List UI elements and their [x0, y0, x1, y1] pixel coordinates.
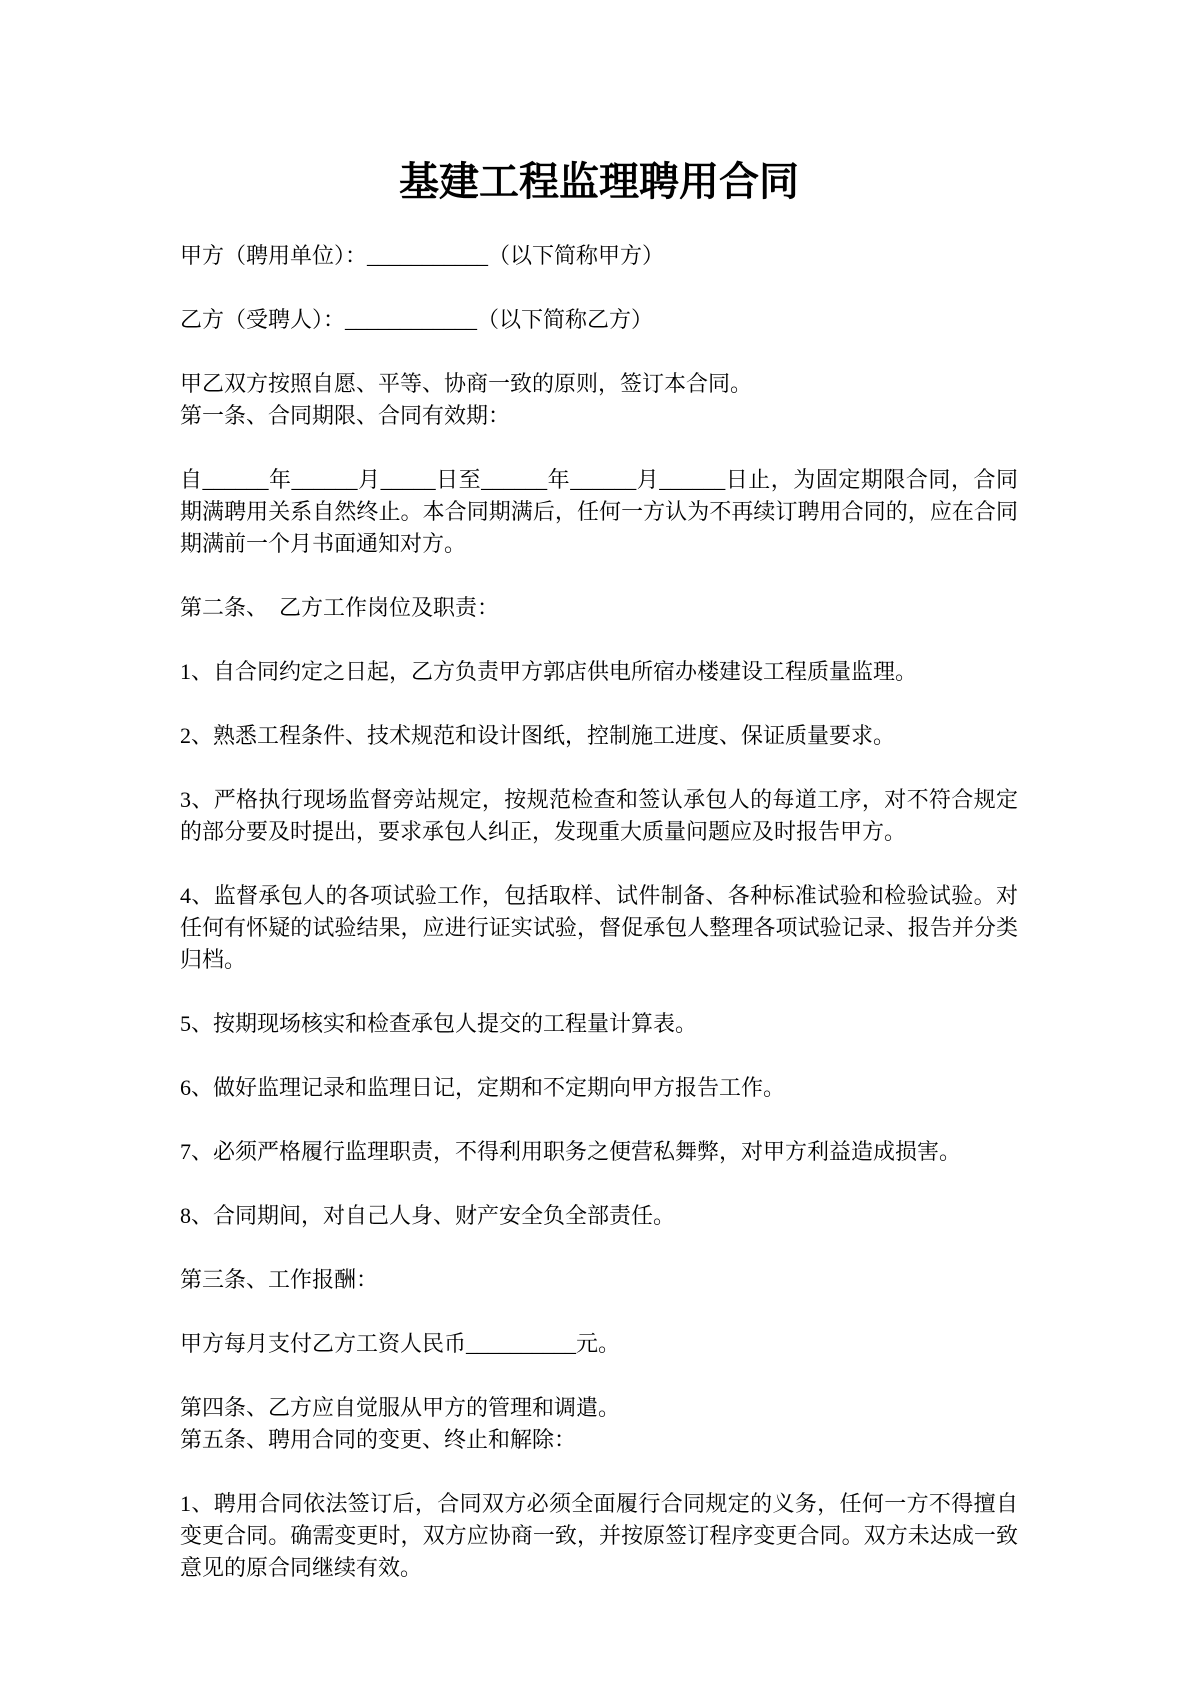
clause-2-item-5: 5、按期现场核实和检查承包人提交的工程量计算表。 [180, 1011, 698, 1036]
clause-4-line: 第四条、乙方应自觉服从甲方的管理和调遣。 [180, 1395, 621, 1420]
preamble: 甲乙双方按照自愿、平等、协商一致的原则，签订本合同。 [180, 371, 753, 396]
clause-2-item-6: 6、做好监理记录和监理日记，定期和不定期向甲方报告工作。 [180, 1075, 786, 1100]
clause-1-body: 自______年______月_____日至______年______月______日止，为固定期限合同，合同期满聘用关系自然终止。本合同期满后，任何一方认为不再续订聘用合同的，应在合同期满前一个月书面通知对方。 [180, 467, 1018, 556]
clause-3-body: 甲方每月支付乙方工资人民币__________元。 [180, 1331, 621, 1356]
clause-2-item-4: 4、监督承包人的各项试验工作，包括取样、试件制备、各种标准试验和检验试验。对任何有怀疑的试验结果，应进行证实试验，督促承包人整理各项试验记录、报告并分类归档。 [180, 883, 1018, 972]
document-title: 基建工程监理聘用合同 [399, 159, 799, 204]
clause-2-item-8: 8、合同期间，对自己人身、财产安全负全部责任。 [180, 1203, 676, 1228]
clause-5-item-1: 1、聘用合同依法签订后，合同双方必须全面履行合同规定的义务，任何一方不得擅自变更合同。确需变更时，双方应协商一致，并按原签订程序变更合同。双方未达成一致意见的原合同继续有效。 [180, 1491, 1018, 1580]
clause-2-heading: 第二条、 乙方工作岗位及职责： [180, 595, 500, 620]
clause-2-item-3: 3、严格执行现场监督旁站规定，按规范检查和签认承包人的每道工序，对不符合规定的部分要及时提出，要求承包人纠正，发现重大质量问题应及时报告甲方。 [180, 787, 1018, 844]
clause-3-heading: 第三条、工作报酬： [180, 1267, 379, 1292]
clause-2-item-7: 7、必须严格履行监理职责，不得利用职务之便营私舞弊，对甲方利益造成损害。 [180, 1139, 962, 1164]
party-a-line: 甲方（聘用单位）：___________（以下简称甲方） [180, 243, 665, 268]
clause-2-item-2: 2、熟悉工程条件、技术规范和设计图纸，控制施工进度、保证质量要求。 [180, 723, 896, 748]
clause-1-heading: 第一条、合同期限、合同有效期： [180, 403, 511, 428]
clause-2-item-1: 1、自合同约定之日起，乙方负责甲方郭店供电所宿办楼建设工程质量监理。 [180, 659, 918, 684]
clause-5-heading: 第五条、聘用合同的变更、终止和解除： [180, 1427, 577, 1452]
party-b-line: 乙方（受聘人）：____________（以下简称乙方） [180, 307, 654, 332]
